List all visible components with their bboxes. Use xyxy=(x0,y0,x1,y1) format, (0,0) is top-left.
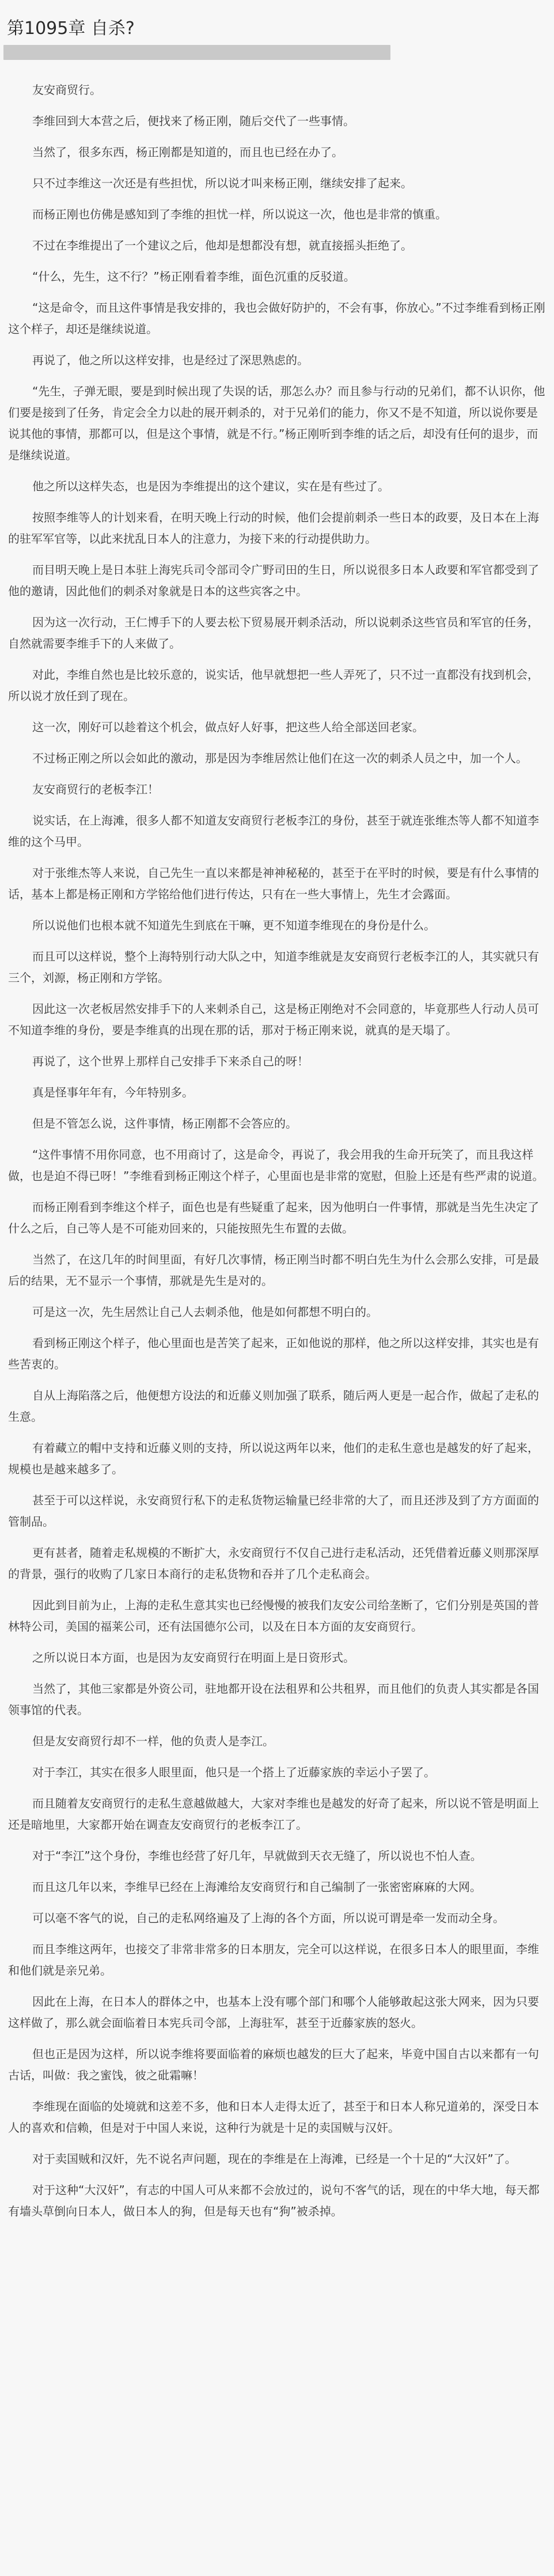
chapter-paragraph: 而且随着友安商贸行的走私生意越做越大，大家对李维也是越发的好奇了起来，所以说不管是明面上还是暗地里，大家都开始在调查友安商贸行的老板李江了。 xyxy=(8,1796,539,1832)
chapter-paragraph: 不过在李维提出了一个建议之后，他却是想都没有想，就直接摇头拒绝了。 xyxy=(32,239,412,252)
chapter-title: 第1095章 自杀? xyxy=(7,18,135,39)
chapter-paragraph: 再说了，这个世界上那样自己安排手下来杀自己的呀！ xyxy=(32,1054,309,1068)
chapter-paragraph: 他之所以这样失态，也是因为李维提出的这个建议，实在是有些过了。 xyxy=(32,479,389,493)
chapter-paragraph: 自从上海陷落之后，他便想方设法的和近藤义则加强了联系，随后两人更是一起合作，做起了走私的生意。 xyxy=(8,1389,539,1424)
chapter-paragraph: 而杨正刚也仿佛是感知到了李维的担忧一样，所以说这一次，他也是非常的慎重。 xyxy=(32,207,447,221)
chapter-paragraph: 不过杨正刚之所以会如此的激动，那是因为李维居然让他们在这一次的刺杀人员之中，加一个人。 xyxy=(32,751,528,765)
chapter-paragraph: 可是这一次，先生居然让自己人去刺杀他，他是如何都想不明白的。 xyxy=(32,1305,378,1319)
chapter-paragraph: 对此，李维自然也是比较乐意的，说实话，他早就想把一些人弄死了，只不过一直都没有找到机会，所以说才放任到了现在。 xyxy=(8,668,539,703)
chapter-paragraph: “先生，子弹无眼，要是到时候出现了失误的话，那怎么办？而且参与行动的兄弟们，都不认识你，他们要是接到了任务，肯定会全力以赴的展开刺杀的，对于兄弟们的能力，你又不是不知道，所以说你要是说其他的事情，那都可以，但是这个事情，就是不行。”杨正刚听到李维的话之后，却没有任何的退步，而是继续说道。 xyxy=(8,384,545,462)
chapter-paragraph: “这件事情不用你同意，也不用商讨了，这是命令，再说了，我会用我的生命开玩笑了，而且我这样做，也是迫不得已呀！”李维看到杨正刚这个样子，心里面也是非常的宽慰，但脸上还是有些严肃的说道。 xyxy=(8,1148,544,1183)
chapter-paragraph: 友安商贸行。 xyxy=(32,83,101,97)
chapter-paragraph: 李维现在面临的处境就和这差不多，他和日本人走得太近了，甚至于和日本人称兄道弟的，深受日本人的喜欢和信赖，但是对于中国人来说，这种行为就是十足的卖国贼与汉奸。 xyxy=(8,2100,539,2135)
chapter-paragraph: 可以毫不客气的说，自己的走私网络遍及了上海的各个方面，所以说可谓是牵一发而动全身。 xyxy=(32,1911,504,1925)
chapter-paragraph: 对于“李江”这个身份，李维也经营了好几年，早就做到天衣无缝了，所以说也不怕人查。 xyxy=(32,1849,482,1863)
chapter-paragraph: “什么，先生，这不行？”杨正刚看着李维，面色沉重的反驳道。 xyxy=(32,270,355,283)
chapter-paragraph: 这一次，刚好可以趁着这个机会，做点好人好事，把这些人给全部送回老家。 xyxy=(32,720,424,734)
chapter-paragraph: 但也正是因为这样，所以说李维将要面临着的麻烦也越发的巨大了起来，毕竟中国自古以来都有一句古话，叫做：我之蜜饯，彼之砒霜嘛！ xyxy=(8,2047,539,2082)
chapter-paragraph: 而且李维这两年，也接交了非常非常多的日本朋友，完全可以这样说，在很多日本人的眼里面，李维和他们就是亲兄弟。 xyxy=(8,1942,539,1977)
chapter-paragraph: 因此到目前为止，上海的走私生意其实也已经慢慢的被我们友安公司给垄断了，它们分别是英国的普林特公司，美国的福莱公司，还有法国德尔公司，以及在日本方面的友安商贸行。 xyxy=(8,1598,539,1633)
chapter-paragraph: 看到杨正刚这个样子，他心里面也是苦笑了起来，正如他说的那样，他之所以这样安排，其实也是有些苦衷的。 xyxy=(8,1336,539,1371)
chapter-paragraph: 因此这一次老板居然安排手下的人来刺杀自己，这是杨正刚绝对不会同意的，毕竟那些人行动人员可不知道李维的身份，要是李维真的出现在那的话，那对于杨正刚来说，就真的是天塌了。 xyxy=(8,1002,539,1037)
chapter-paragraph: 当然了，在这几年的时间里面，有好几次事情，杨正刚当时都不明白先生为什么会那么安排，可是最后的结果，无不显示一个事情，那就是先生是对的。 xyxy=(8,1253,539,1288)
chapter-paragraph: 友安商贸行的老板李江！ xyxy=(32,782,159,796)
chapter-paragraph: 而目明天晚上是日本驻上海宪兵司令部司令广野司田的生日，所以说很多日本人政要和军官都受到了他的邀请，因此他们的刺杀对象就是日本的这些宾客之中。 xyxy=(8,563,539,598)
chapter-paragraph: 所以说他们也根本就不知道先生到底在干嘛，更不知道李维现在的身份是什么。 xyxy=(32,918,435,932)
chapter-paragraph: 甚至于可以这样说，永安商贸行私下的走私货物运输量已经非常的大了，而且还涉及到了方方面面的管制品。 xyxy=(8,1493,539,1529)
title-divider xyxy=(3,45,390,60)
chapter-paragraph: 因此在上海，在日本人的群体之中，也基本上没有哪个部门和哪个人能够敢起这张大网来，因为只要这样做了，那么就会面临着日本宪兵司令部，上海驻军，甚至于近藤家族的怒火。 xyxy=(8,1995,539,2030)
chapter-paragraph: 而且这几年以来，李维早已经在上海滩给友安商贸行和自己编制了一张密密麻麻的大网。 xyxy=(32,1880,481,1894)
chapter-paragraph: 对于李江，其实在很多人眼里面，他只是一个搭上了近藤家族的幸运小子罢了。 xyxy=(32,1765,435,1779)
chapter-paragraph: “这是命令，而且这件事情是我安排的，我也会做好防护的，不会有事，你放心。”不过李维看到杨正刚这个样子，却还是继续说道。 xyxy=(8,301,545,336)
chapter-paragraph: 再说了，他之所以这样安排，也是经过了深思熟虑的。 xyxy=(32,353,309,367)
chapter-paragraph: 但是不管怎么说，这件事情，杨正刚都不会答应的。 xyxy=(32,1117,297,1130)
chapter-paragraph: 当然了，其他三家都是外资公司，驻地都开设在法租界和公共租界，而且他们的负责人其实都是各国领事馆的代表。 xyxy=(8,1682,539,1717)
chapter-paragraph: 更有甚者，随着走私规模的不断扩大，永安商贸行不仅自己进行走私活动，还凭借着近藤义则那深厚的背景，强行的收购了几家日本商行的走私货物和吞并了几个走私商会。 xyxy=(8,1546,539,1581)
chapter-paragraph: 只不过李维这一次还是有些担忧，所以说才叫来杨正刚，继续安排了起来。 xyxy=(32,176,412,190)
chapter-paragraph: 对于这种“大汉奸”，有志的中国人可从来都不会放过的，说句不客气的话，现在的中华大地，每天都有墙头草倒向日本人，做日本人的狗，但是每天也有“狗”被杀掉。 xyxy=(8,2183,540,2218)
chapter-paragraph: 对于卖国贼和汉奸，先不说名声问题，现在的李维是在上海滩，已经是一个十足的“大汉奸”了。 xyxy=(32,2152,517,2166)
chapter-paragraph: 之所以说日本方面，也是因为友安商贸行在明面上是日资形式。 xyxy=(32,1651,355,1665)
chapter-paragraph: 说实话，在上海滩，很多人都不知道友安商贸行老板李江的身份，甚至于就连张维杰等人都不知道李维的这个马甲。 xyxy=(8,814,539,849)
chapter-paragraph: 对于张维杰等人来说，自己先生一直以来都是神神秘秘的，甚至于在平时的时候，要是有什么事情的话，基本上都是杨正刚和方学铭给他们进行传达，只有在一些大事情上，先生才会露面。 xyxy=(8,866,539,901)
chapter-paragraph: 因为这一次行动，王仁博手下的人要去松下贸易展开刺杀活动，所以说刺杀这些官员和军官的任务，自然就需要李维手下的人来做了。 xyxy=(8,615,539,650)
chapter-paragraph: 真是怪事年年有，今年特别多。 xyxy=(32,1085,193,1099)
chapter-paragraph: 但是友安商贸行却不一样，他的负责人是李江。 xyxy=(32,1734,274,1748)
chapter-content xyxy=(0,60,554,2222)
chapter-paragraph: 而且可以这样说，整个上海特别行动大队之中，知道李维就是友安商贸行老板李江的人，其实就只有三个，刘源，杨正刚和方学铭。 xyxy=(8,950,539,985)
chapter-paragraph: 当然了，很多东西，杨正刚都是知道的，而且也已经在办了。 xyxy=(32,145,343,159)
chapter-paragraph: 而杨正刚看到李维这个样子，面色也是有些疑重了起来，因为他明白一件事情，那就是当先生决定了什么之后，自己等人是不可能劝回来的，只能按照先生布置的去做。 xyxy=(8,1200,539,1235)
chapter-paragraph: 李维回到大本营之后，便找来了杨正刚，随后交代了一些事情。 xyxy=(32,114,355,128)
chapter-paragraph: 有着藏立的帽中支持和近藤义则的支持，所以说这两年以来，他们的走私生意也是越发的好了起来，规模也是越来越多了。 xyxy=(8,1441,539,1476)
chapter-paragraph: 按照李维等人的计划来看，在明天晚上行动的时候，他们会提前刺杀一些日本的政要，及日本在上海的驻军军官等，以此来扰乱日本人的注意力，为接下来的行动提供助力。 xyxy=(8,510,539,546)
